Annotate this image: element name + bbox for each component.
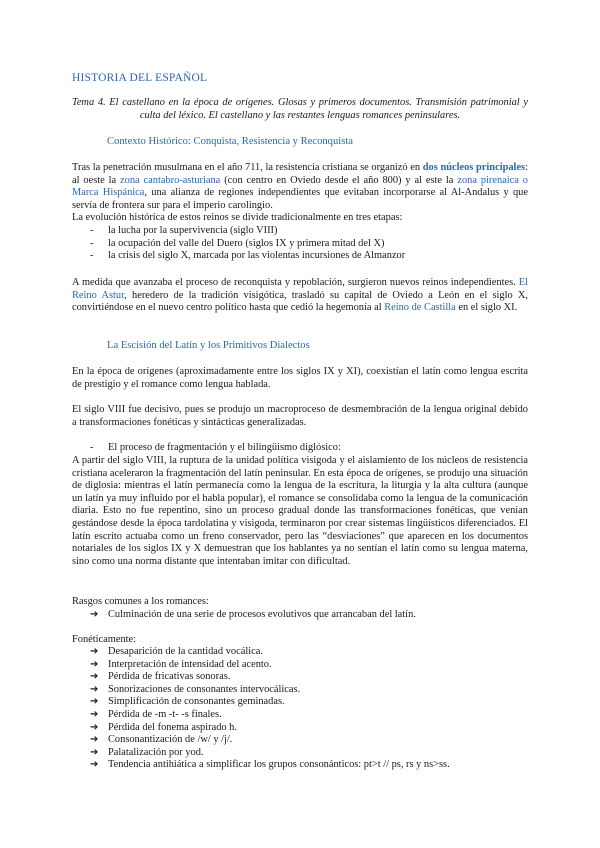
paragraph-stages-intro: La evolución histórica de estos reinos se divide tradicionalmente en tres etapas: <box>72 212 403 223</box>
list-item: ➔ Tendencia antihiática a simplificar los grupos consonánticos: pt>t // ps, rs y ns>ss. <box>90 759 450 771</box>
theme-subtitle: Tema 4. El castellano en la época de orígenes. Glosas y primeros documentos. Transmisión patrimonial y culta del léxico. El castellano y las restantes lenguas romances peninsulares. <box>72 97 528 121</box>
arrow-bullet-icon: ➔ <box>90 646 99 657</box>
list-item: ➔ Sonorizaciones de consonantes intervocálicas. <box>90 683 301 695</box>
section-heading-context: Contexto Histórico: Conquista, Resistencia y Reconquista <box>107 136 353 147</box>
paragraph-resistance: Tras la penetración musulmana en el año 711, la resistencia cristiana se organizó en dos núcleos principales: al oeste la zona cantabro-asturiana (con centro en Oviedo desde el año 800) y al este la zona pirenaica o Marca Hispánica, una alianza de regiones independientes que evitaban incorporarse al Al-Andalus y que servía de frontera sur para el imperio carolingio. <box>72 162 529 211</box>
rasgos-label: Rasgos comunes a los romances: <box>72 596 209 607</box>
arrow-bullet-icon: ➔ <box>90 746 99 758</box>
paragraph-fragmentacion: A partir del siglo VIII, la ruptura de la unidad política visigoda y el aislamiento de los núcleos de resistencia cristiana aceleraron la fragmentación del latín peninsular. En esta época de orígenes, se produjo una situación de diglosia: mientras el latín permanecía como la lengua de la escritura, la liturgia y la alta cultura (aunque un latín ya muy influido por el habla popular), el romance se consolidaba como la lengua de la comunicación diaria. Esto no fue repentino, sino un proceso gradual donde las transformaciones fonéticas, que venían gestándose desde la época tardolatina y visigoda, terminaron por crear sistemas lingüísticos diferenciados. El latín escrito actuaba como un freno conservador, pero las “desviaciones” que aparecen en los documentos notariales de los siglos IX y X demuestran que los hablantes ya no sentían el latín como su lengua materna, sino como una norma distante que intentaban imitar con dificultad. <box>72 455 528 567</box>
arrow-bullet-icon: ➔ <box>90 759 99 771</box>
rasgos-list <box>72 609 528 622</box>
document-title: HISTORIA DEL ESPAÑOL <box>72 72 208 84</box>
fonetica-list <box>72 646 528 772</box>
arrow-bullet-icon: ➔ <box>90 671 99 683</box>
list-item: ➔ Interpretación de intensidad del acento. <box>90 658 272 670</box>
highlight-reino-castilla: Reino de Castilla <box>384 302 456 314</box>
list-item: ➔ Pérdida de fricativas sonoras. <box>90 671 231 683</box>
list-item: ➔ Pérdida del fonema aspirado h. <box>90 721 237 733</box>
highlight-marca-hispanica: zona pirenaica o Marca Hispánica <box>72 174 529 199</box>
paragraph-siglo-viii: El siglo VIII fue decisivo, pues se produjo un macroproceso de desmembración de la lengua original debido a transformaciones fonéticas y sintácticas generalizadas. <box>72 404 528 428</box>
list-item: - la ocupación del valle del Duero (siglos IX y primera mitad del X) <box>72 238 528 251</box>
list-item: ➔ Culminación de una serie de procesos evolutivos que arrancaban del latín. <box>90 609 416 620</box>
section-heading-escision: La Escisión del Latín y los Primitivos Dialectos <box>107 340 310 351</box>
arrow-bullet-icon: ➔ <box>90 609 99 620</box>
list-item: - la lucha por la supervivencia (siglo VIII) <box>72 225 528 238</box>
list-item: ➔ Palatalización por yod. <box>90 746 204 758</box>
fonetica-label: Fonéticamente: <box>72 634 137 645</box>
highlight-dos-nucleos: dos núcleos principales <box>422 162 526 173</box>
list-item: ➔ Simplificación de consonantes geminadas. <box>90 696 285 708</box>
list-item: ➔ Desaparición de la cantidad vocálica. <box>90 646 263 657</box>
highlight-reino-astur: El Reino Astur <box>72 277 528 301</box>
list-item: - la crisis del siglo X, marcada por las violentas incursiones de Almanzor <box>72 250 528 263</box>
arrow-bullet-icon: ➔ <box>90 683 99 695</box>
arrow-bullet-icon: ➔ <box>90 696 99 708</box>
arrow-bullet-icon: ➔ <box>90 734 99 746</box>
stages-list <box>72 225 528 263</box>
highlight-zona-cantabro: zona cantabro-asturiana <box>120 174 221 186</box>
list-item: ➔ Pérdida de -m -t- -s finales. <box>90 708 222 720</box>
paragraph-reinos: A medida que avanzaba el proceso de reconquista y repoblación, surgieron nuevos reinos independientes. El Reino Astur, heredero de la tradición visigótica, trasladó su capital de Oviedo a León en el siglo X, convirtiéndose en el nuevo centro político hasta que cedió la hegemonía al Reino de Castilla en el siglo XI. <box>72 277 528 314</box>
list-item: ➔ Consonantización de /w/ y /j/. <box>90 734 233 746</box>
paragraph-origenes: En la época de orígenes (aproximadamente entre los siglos IX y XI), coexistían el latín como lengua escrita de prestigio y el romance como lengua hablada. <box>72 366 528 390</box>
list-item: - El proceso de fragmentación y el bilingüismo diglósico: <box>72 442 528 455</box>
arrow-bullet-icon: ➔ <box>90 708 99 720</box>
arrow-bullet-icon: ➔ <box>90 721 99 733</box>
arrow-bullet-icon: ➔ <box>90 658 99 670</box>
fragmentation-subitem <box>72 442 528 455</box>
